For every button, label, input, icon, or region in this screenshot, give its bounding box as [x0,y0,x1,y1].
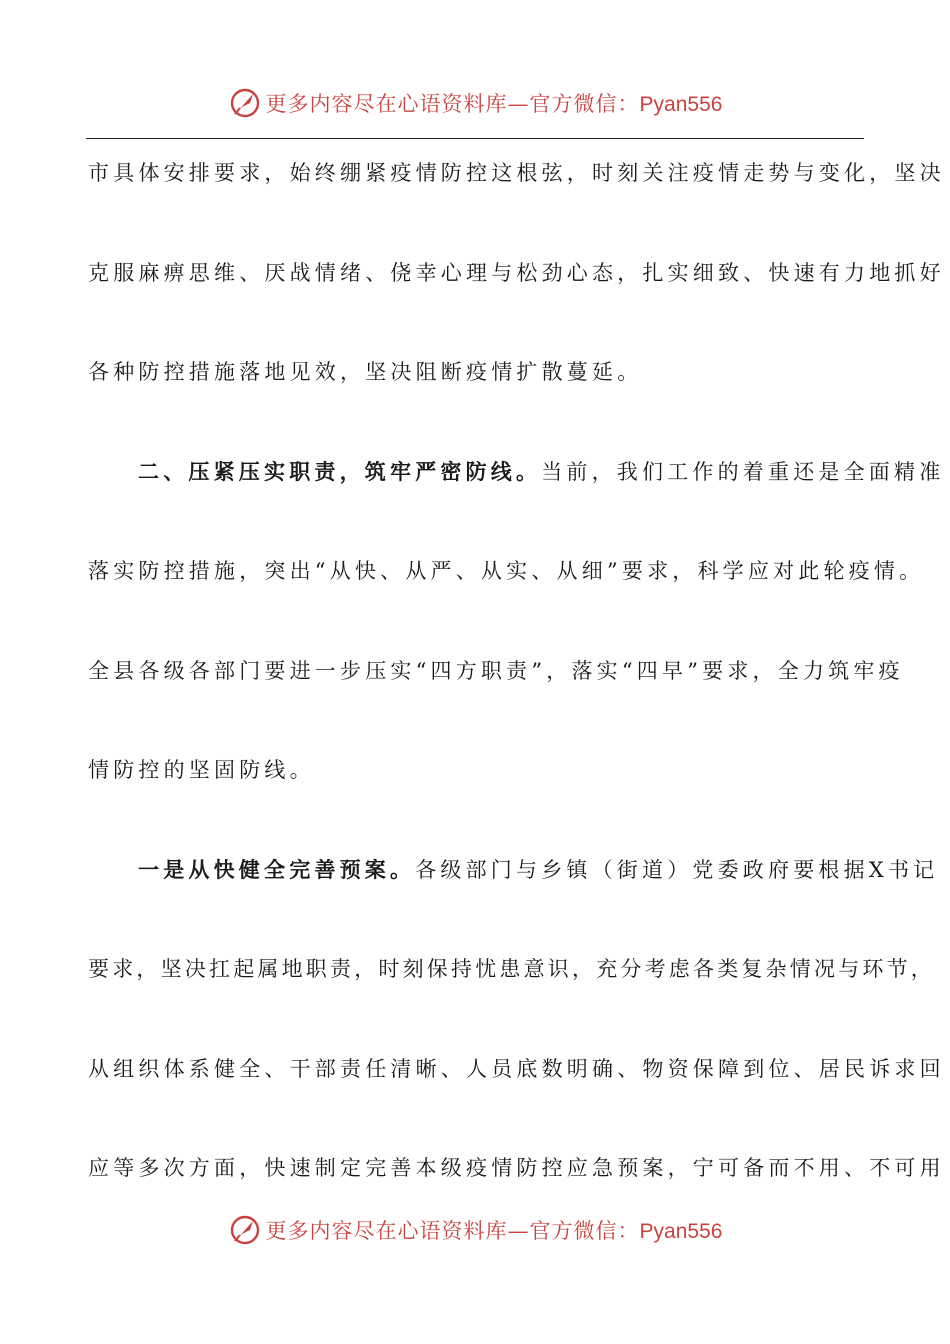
footer-banner [0,1206,950,1254]
line-text: 要求，坚决扛起属地职责，时刻保持忧患意识，充分考虑各类复杂情况与环节， [88,957,935,981]
document-body [88,142,945,1237]
quill-logo-icon [228,1213,262,1247]
subsection-heading-line [88,839,939,939]
line-text: 应等多次方面，快速制定完善本级疫情防控应急预案，宁可备而不用、不可用 [88,1156,945,1180]
line-text: 落实防控措施，突出“从快、从严、从实、从细”要求，科学应对此轮疫情。 [88,559,925,583]
text-line [88,341,868,441]
line-text: 克服麻痹思维、厌战情绪、侥幸心理与松劲心态，扎实细致、快速有力地抓好 [88,260,945,285]
header-divider [86,138,864,139]
banner-cn: 更多内容尽在心语资料库—官方微信： [265,1219,640,1243]
text-line [88,540,925,640]
banner-cn: 更多内容尽在心语资料库—官方微信： [265,92,640,116]
quill-logo-icon [228,86,262,120]
text-line [88,938,935,1038]
text-line [88,640,904,740]
line-text: 从组织体系健全、干部责任清晰、人员底数明确、物资保障到位、居民诉求回 [88,1056,945,1081]
section-heading: 二、压紧压实职责，筑牢严密防线。 [138,458,542,484]
header-banner [0,79,950,127]
banner-text [266,1215,723,1245]
banner-wechat-id: Pyan556 [639,93,723,116]
subsection-heading: 一是从快健全完善预案。 [138,856,416,882]
text-line [88,142,945,242]
text-line [88,242,945,342]
text-line [88,1038,945,1138]
section-heading-line [88,441,945,541]
line-text: 情防控的坚固防线。 [88,758,315,782]
line-text: 当前，我们工作的着重还是全面精准 [541,459,945,484]
line-text: 市具体安排要求，始终绷紧疫情防控这根弦，时刻关注疫情走势与变化，坚决 [88,161,945,185]
line-text: 全县各级各部门要进一步压实“四方职责”，落实“四早”要求，全力筑牢疫 [88,658,904,683]
text-line [88,739,868,839]
line-text: 各种防控措施落地见效，坚决阻断疫情扩散蔓延。 [88,360,643,384]
line-text: 各级部门与乡镇（街道）党委政府要根据X书记 [415,857,939,882]
banner-wechat-id: Pyan556 [639,1220,723,1243]
banner-text [266,88,723,118]
